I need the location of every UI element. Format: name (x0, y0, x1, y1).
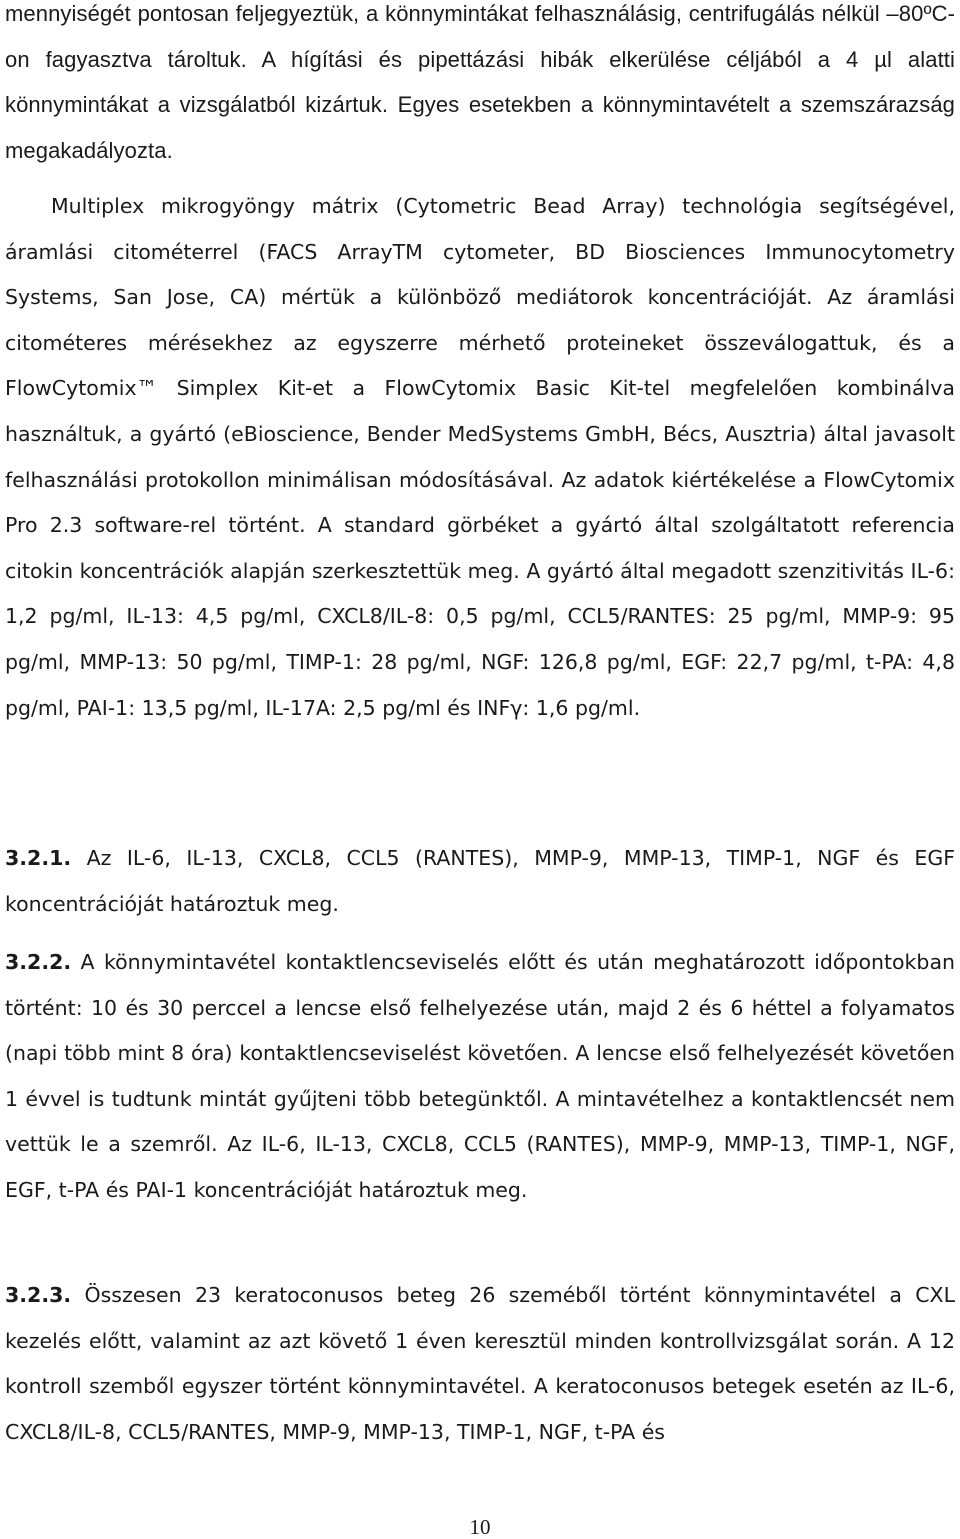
subsection-3-2-1 (5, 836, 955, 927)
subsection-3-2-3 (5, 1273, 955, 1455)
subsection-number: 3.2.1. (5, 846, 72, 870)
subsection-number: 3.2.2. (5, 950, 72, 974)
page-number: 10 (469, 1515, 491, 1539)
subsection-text: Az IL-6, IL-13, CXCL8, CCL5 (RANTES), MMP-9, MMP-13, TIMP-1, NGF és EGF koncentrációját határoztuk meg. (5, 846, 955, 916)
subsection-text: Összesen 23 keratoconusos beteg 26 szeméből történt könnymintavétel a CXL kezelés előtt, valamint az azt követő 1 éven keresztül minden kontrollvizsgálat során. A 12 kontroll szemből egyszer történt könnymintavétel. A keratoconusos betegek esetén az IL-6, CXCL8/IL-8, CCL5/RANTES, MMP-9, MMP-13, TIMP-1, NGF, t-PA és (5, 1283, 955, 1444)
subsection-number: 3.2.3. (5, 1283, 72, 1307)
method-paragraph: Multiplex mikrogyöngy mátrix (Cytometric Bead Array) technológia segítségével, áramlási citométerrel (FACS ArrayTM cytometer, BD Biosciences Immunocytometry Systems, San Jose, CA) mértük a különböző mediátorok koncentrációját. Az áramlási citométeres mérésekhez az egyszerre mérhető proteineket összeválogattuk, és a FlowCytomix™ Simplex Kit-et a FlowCytomix Basic Kit-tel megfelelően kombinálva használtuk, a gyártó (eBioscience, Bender MedSystems GmbH, Bécs, Ausztria) által javasolt felhasználási protokollon minimálisan módosításával. Az adatok kiértékelése a FlowCytomix Pro 2.3 software-rel történt. A standard görbéket a gyártó által szolgáltatott referencia citokin koncentrációk alapján szerkesztettük meg. A gyártó által megadott szenzitivitás IL-6: 1,2 pg/ml, IL-13: 4,5 pg/ml, CXCL8/IL-8: 0,5 pg/ml, CCL5/RANTES: 25 pg/ml, MMP-9: 95 pg/ml, MMP-13: 50 pg/ml, TIMP-1: 28 pg/ml, NGF: 126,8 pg/ml, EGF: 22,7 pg/ml, t-PA: 4,8 pg/ml, PAI-1: 13,5 pg/ml, IL-17A: 2,5 pg/ml és INFγ: 1,6 pg/ml. (5, 194, 955, 720)
subsection-text: A könnymintavétel kontaktlencseviselés előtt és után meghatározott időpontokban történt: 10 és 30 perccel a lencse első felhelyezése után, majd 2 és 6 héttel a folyamatos (napi több mint 8 óra) kontaktlencseviselést követően. A lencse első felhelyezését követően 1 évvel is tudtunk mintát gyűjteni több betegünktől. A mintavételhez a kontaktlencsét nem vettük le a szemről. Az IL-6, IL-13, CXCL8, CCL5 (RANTES), MMP-9, MMP-13, TIMP-1, NGF, EGF, t-PA és PAI-1 koncentrációját határoztuk meg. (5, 950, 955, 1202)
subsection-3-2-2 (5, 940, 955, 1214)
intro-paragraph: mennyiségét pontosan feljegyeztük, a könnymintákat felhasználásig, centrifugálás nélkül –80ºC-on fagyasztva tároltuk. A hígítási és pipettázási hibák elkerülése céljából a 4 µl alatti könnymintákat a vizsgálatból kizártuk. Egyes esetekben a könnymintavételt a szemszárazság megakadályozta. (5, 1, 955, 163)
